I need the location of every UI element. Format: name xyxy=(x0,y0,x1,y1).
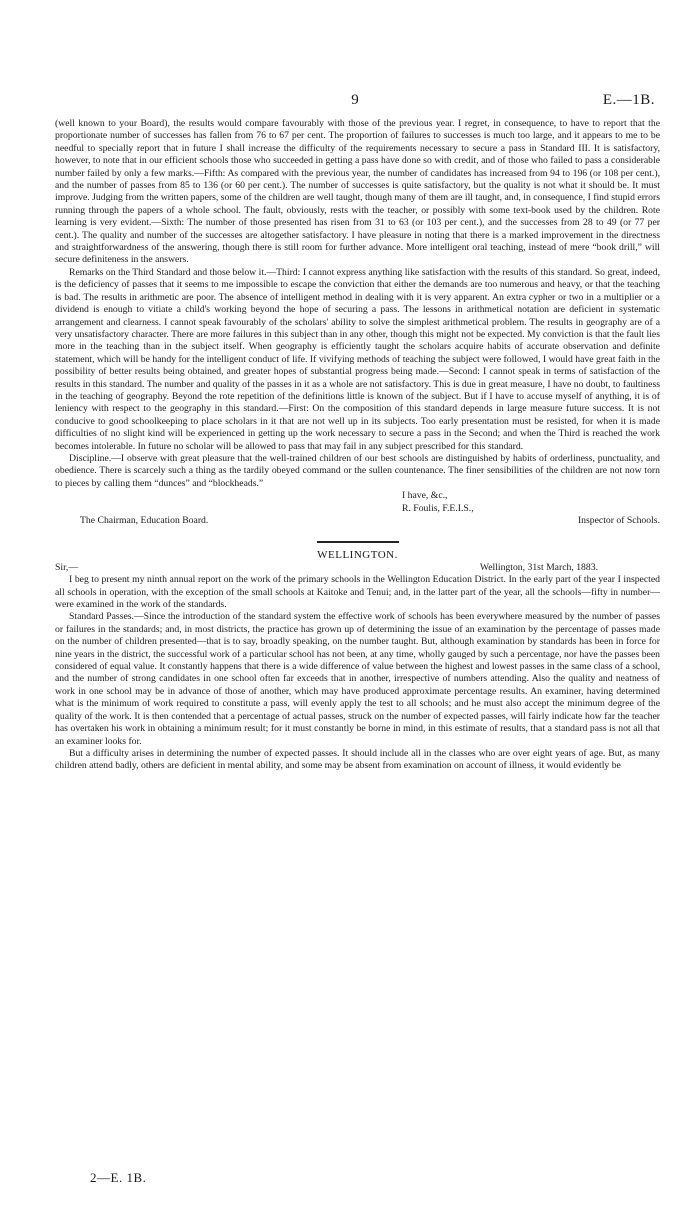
report-body xyxy=(55,118,660,773)
salutation-line xyxy=(55,562,660,574)
page-number: 9 xyxy=(351,92,359,108)
series-reference: E.—1B. xyxy=(602,92,655,108)
closing-line: I have, &c., xyxy=(402,490,448,502)
salutation: Sir,— xyxy=(55,561,79,573)
signatory-name: R. Foulis, F.E.I.S., xyxy=(402,502,474,514)
section-divider xyxy=(317,541,399,543)
addressee: The Chairman, Education Board. xyxy=(80,515,209,526)
paragraph-standards-results: (well known to your Board), the results would compare favourably with those of the previous year. I regret, in consequence, to have to report that the proportionate number of successes has fallen from 76 to 67 per cent. The proportion of failures to successes is much too large, and it appears to me to be needful to specially report that in future I shall increase the difficulty of the requirements necessary to secure a pass in Standard III. It is satisfactory, however, to note that in our efficient schools those who succeeded in getting a pass have done so with credit, and of those who failed to pass a considerable number failed by only a few marks.—Fifth: As compared with the previous year, the number of candidates has increased from 94 to 196 (or 108 per cent.), and the number of passes from 85 to 136 (or 60 per cent.). The number of successes is quite satisfactory, but the quality is not what it should be. It must improve. Judging from the written papers, some of the children are well taught, though many of them are ill taught, and, in consequence, I find stupid errors running through the papers of a whole school. The fault, obviously, rests with the teacher, or possibly with some text-book used by the children. Rote learning is very evident.—Sixth: The number of those presented has risen from 31 to 63 (or 103 per cent.), and the successes from 28 to 49 (or 77 per cent.). The quality and number of the successes are altogether satisfactory. I have pleasure in noting that there is a marked improvement in the directness and straightforwardness of the answering, though there is still room for further advance. More intelligent oral teaching, instead of mere “book drill,” will secure definiteness in the answers. xyxy=(55,118,660,266)
section-title: WELLINGTON. xyxy=(317,549,398,562)
signature-mark: 2—E. 1B. xyxy=(90,1170,147,1185)
paragraph-discipline: Discipline.—I observe with great pleasure that the well-trained children of our best schools are distinguished by habits of orderliness, punctuality, and obedience. There is scarcely such a thing as the tardily obeyed command or the sullen countenance. The finer sensibilities of the children are not now torn to pieces by calling them “dunces” and “blockheads.” xyxy=(55,452,660,489)
signature-block xyxy=(55,515,660,527)
signatory-title: Inspector of Schools. xyxy=(577,515,660,526)
paragraph-expected-passes: But a difficulty arises in determining the number of expected passes. It should include all in the classes who are over eight years of age. But, as many children attend badly, others are deficient in mental ability, and some may be absent from examination on account of illness, it would evidently be xyxy=(55,747,660,772)
paragraph-standard-passes: Standard Passes.—Since the introduction of the standard system the effective work of schools has been everywhere measured by the number of passes or failures in the standards; and, in most districts, the practice has grown up of determining the issue of an examination by the percentage of passes made on the number of children presented—that is to say, broadly speaking, on the number taught. But, although examination by standards has been in force for nine years in the district, the successful work of a particular school has not been, at any time, wholly gauged by such a percentage, nor have the passes been considered of equal value. It constantly happens that there is a wide difference of value between the highest and lowest passes in the same class of a school, and the number of strong candidates in one school often far exceeds that in another, irrespective of numbers attending. Also the quality and neatness of work in one school may be in advance of those of another, which may have produced approximate percentage results. An examiner, having determined what is the minimum of work required to constitute a pass, will evenly apply the test to all schools; and he must also accept the minimum degree of the quality of the work. It is then contended that a percentage of actual passes, struck on the number of expected passes, will fairly indicate how far the teacher has overtaken his work in obtaining a minimum result; for it must constantly be borne in mind, in this estimate of results, that a standard pass is not all that an examiner looks for. xyxy=(55,611,660,747)
paragraph-introduction: I beg to present my ninth annual report on the work of the primary schools in the Wellington Education District. In the early part of the year I inspected all schools in operation, with the exception of the small schools at Kaitoke and Tenui; and, in the latter part of the year, all the schools—fifty in number—were examined in the work of the standards. xyxy=(55,574,660,611)
place-date: Wellington, 31st March, 1883. xyxy=(479,561,598,573)
paragraph-lower-standards: Remarks on the Third Standard and those below it.—Third: I cannot express anything like satisfaction with the results of this standard. So great, indeed, is the deficiency of passes that it seems to me impossible to escape the conviction that either the demands are too numerous and heavy, or that the teaching is bad. The results in arithmetic are poor. The absence of intelligent method in dealing with it is very apparent. An extra cypher or two in a multiplier or a dividend is enough to vitiate a child's working beyond the hope of securing a pass. The lessons in arithmetical notation are deficient in systematic arrangement and clearness. I cannot speak favourably of the scholars' ability to solve the simplest arithmetical problem. The results in geography are of a very unsatisfactory character. There are more failures in this subject than in any other, though this might not be expected. My conviction is that the fault lies more in the teaching than in the subject itself. When geography is efficiently taught the scholars acquire habits of accurate observation and definite statement, which will be handy for the intelligent conduct of life. If vivifying methods of teaching the subject were followed, I would have great faith in the possibility of better results being obtained, and greater hopes of substantial progress being made.—Second: I cannot speak in terms of satisfaction of the results in this standard. The number and quality of the passes in it as a whole are not satisfactory. This is due in great measure, I have no doubt, to faultiness in the teaching of geography. Beyond the rote repetition of the definitions little is known of the subject. But if I have to accuse myself of anything, it is of leniency with respect to the geography in this standard.—First: On the composition of this standard depends in large measure future success. It is not conducive to good schoolkeeping to place scholars in it that are not well up in its subjects. Too early presentation must be resisted, for when it is made difficulties of no slight kind will be experienced in getting up the work necessary to secure a pass in the Second; and when the Third is reached the work becomes intolerable. In future no scholar will be allowed to pass that may fail in any subject prescribed for this standard. xyxy=(55,266,660,452)
page-header xyxy=(55,92,655,112)
